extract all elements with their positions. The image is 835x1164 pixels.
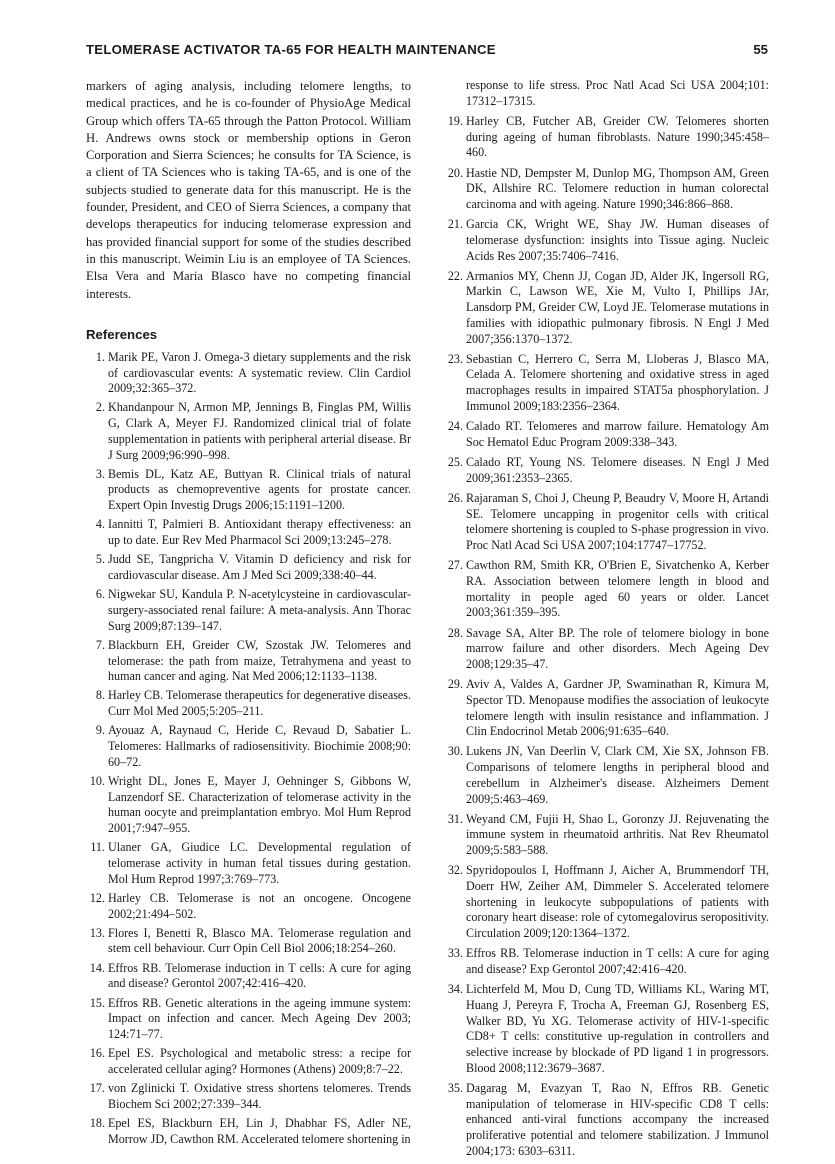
reference-number: 15. [89, 995, 105, 1010]
reference-item [86, 688, 411, 719]
reference-text: Lukens JN, Van Deerlin V, Clark CM, Xie SX, Johnson FB. Comparisons of telomere lengths in peripheral blood and cerebellum in Alzheimer's disease. Alzheimers Dement 2009;5:463–469. [466, 744, 769, 806]
reference-number: 9. [95, 723, 105, 738]
reference-number: 6. [95, 587, 105, 602]
reference-number: 19. [447, 113, 463, 128]
reference-item [86, 840, 411, 887]
reference-number: 23. [447, 351, 463, 366]
reference-item [444, 491, 769, 554]
references-heading: References [86, 326, 158, 342]
reference-text: Wright DL, Jones E, Mayer J, Oehninger S, Gibbons W, Lanzendorf SE. Characterization of telomerase activity in the human oocyte and preimplantation embryo. Mol Hum Reprod 2001;7:947–955. [108, 773, 411, 836]
reference-item [444, 812, 769, 859]
reference-item [444, 982, 769, 1076]
reference-item [444, 166, 769, 213]
reference-text: Harley CB. Telomerase is not an oncogene. Oncogene 2002;21:494–502. [108, 890, 411, 921]
reference-text: Khandanpour N, Armon MP, Jennings B, Finglas PM, Willis G, Clark A, Meyer FJ. Randomized clinical trial of folate supplementation in patients with peripheral arterial disease. Br J Surg 2009;96:990–998. [108, 400, 411, 462]
reference-number: 4. [95, 517, 105, 532]
reference-number: 21. [447, 217, 463, 232]
reference-text: Bemis DL, Katz AE, Buttyan R. Clinical trials of natural products as chemopreventive agents for prostate cancer. Expert Opin Investig Drugs 2006;15:1191–1200. [108, 466, 411, 513]
reference-item [86, 400, 411, 463]
reference-text: Effros RB. Telomerase induction in T cells: A cure for aging and disease? Exp Gerontol 2007;42:416–420. [466, 946, 769, 977]
reference-text: Flores I, Benetti R, Blasco MA. Telomerase regulation and stem cell behaviour. Curr Opin Cell Biol 2006;18:254–260. [108, 925, 411, 956]
reference-number: 10. [89, 773, 105, 788]
reference-item [86, 638, 411, 685]
reference-number: 2. [95, 400, 105, 415]
page-number: 55 [753, 42, 768, 57]
reference-number: 5. [95, 552, 105, 567]
reference-number: 34. [447, 982, 463, 997]
reference-list-left [86, 350, 411, 1148]
reference-item [444, 352, 769, 415]
reference-text: Marik PE, Varon J. Omega-3 dietary supplements and the risk of cardiovascular events: A systematic review. Clin Cardiol 2009;32:365–372. [108, 349, 411, 396]
reference-item [444, 863, 769, 942]
reference-item [86, 1046, 411, 1077]
reference-text: von Zglinicki T. Oxidative stress shortens telomeres. Trends Biochem Sci 2002;27:339–344. [108, 1081, 411, 1111]
reference-item [86, 350, 411, 397]
reference-item [444, 677, 769, 740]
reference-text: Garcia CK, Wright WE, Shay JW. Human diseases of telomerase dysfunction: insights into Tissue aging. Nucleic Acids Res 2007;35:7406–7416. [466, 217, 769, 263]
reference-item [86, 1116, 411, 1147]
reference-text: Spyridopoulos I, Hoffmann J, Aicher A, Brummendorf TH, Doerr HW, Zeiher AM, Dimmeler S. Accelerated telomere shortening in leukocyte subpopulations of patients with coronary heart disease: role of cytomegalovirus seropositivity. Circulation 2009;120:1364–1372. [466, 863, 769, 941]
reference-number: 24. [447, 419, 463, 434]
running-title: TELOMERASE ACTIVATOR TA-65 FOR HEALTH MAINTENANCE [86, 42, 496, 57]
reference-number: 29. [447, 677, 463, 692]
reference-text: Nigwekar SU, Kandula P. N-acetylcysteine in cardiovascular-surgery-associated renal failure: A meta-analysis. Ann Thorac Surg 2009;87:139–147. [108, 587, 411, 633]
reference-item [86, 926, 411, 957]
reference-number: 20. [447, 165, 463, 180]
reference-item [86, 517, 411, 548]
reference-text: Harley CB. Telomerase therapeutics for degenerative diseases. Curr Mol Med 2005;5:205–211. [108, 688, 411, 719]
reference-item [86, 587, 411, 634]
reference-number: 30. [447, 744, 463, 759]
left-column [86, 78, 411, 1151]
reference-number: 18. [89, 1116, 105, 1130]
reference-number: 31. [447, 811, 463, 826]
reference-item [444, 626, 769, 673]
reference-number: 11. [90, 840, 105, 855]
reference-item [444, 217, 769, 264]
reference-text: Judd SE, Tangpricha V. Vitamin D deficiency and risk for cardiovascular disease. Am J Med Sci 2009;338:40–44. [108, 552, 411, 582]
reference-text: Ulaner GA, Giudice LC. Developmental regulation of telomerase activity in human fetal tissues during gestation. Mol Hum Reprod 1997;3:769–773. [108, 840, 411, 886]
reference-text: Ayouaz A, Raynaud C, Heride C, Revaud D, Sabatier L. Telomeres: Hallmarks of radiosensitivity. Biochimie 2008;90: 60–72. [108, 723, 411, 769]
reference-text: Aviv A, Valdes A, Gardner JP, Swaminathan R, Kimura M, Spector TD. Menopause modifies the association of leukocyte telomere length with insulin resistance and inflammation. J Clin Endocrinol Metab 2006;91:635–640. [466, 677, 769, 739]
reference-number: 35. [447, 1080, 463, 1095]
reference-text: Dagarag M, Evazyan T, Rao N, Effros RB. Genetic manipulation of telomerase in HIV-specific CD8 T cells: enhanced anti-viral functions accompany the increased proliferative potential and telomere stabilization. J Immunol 2004;173: 6303–6311. [466, 1080, 769, 1158]
reference-item [86, 1081, 411, 1112]
reference-number: 17. [89, 1081, 105, 1096]
reference-item [444, 269, 769, 348]
reference-number: 25. [447, 454, 463, 469]
reference-text: Effros RB. Genetic alterations in the ageing immune system: Impact on infection and cancer. Mech Ageing Dev 2003; 124:71–77. [108, 995, 411, 1041]
reference-number: 22. [447, 268, 463, 283]
reference-text: Calado RT. Telomeres and marrow failure. Hematology Am Soc Hematol Educ Program 2009:338–343. [466, 419, 769, 449]
reference-number: 27. [447, 558, 463, 573]
reference-text: Epel ES. Psychological and metabolic stress: a recipe for accelerated cellular aging? Hormones (Athens) 2009;8:7–22. [108, 1046, 411, 1076]
reference-text: Rajaraman S, Choi J, Cheung P, Beaudry V, Moore H, Artandi SE. Telomere uncapping in progenitor cells with critical telomere shortening is coupled to S-phase progression in vivo. Proc Natl Acad Sci USA 2007;104:17747–17752. [466, 490, 769, 552]
reference-text: Hastie ND, Dempster M, Dunlop MG, Thompson AM, Green DK, Allshire RC. Telomere reduction in human colorectal carcinoma and with ageing. Nature 1990;346:866–868. [466, 165, 769, 211]
reference-item [86, 552, 411, 583]
reference-text: Blackburn EH, Greider CW, Szostak JW. Telomeres and telomerase: the path from maize, Tetrahymena and yeast to human cancer and aging. Nat Med 2006;12:1133–1138. [108, 637, 411, 684]
reference-text: Armanios MY, Chenn JJ, Cogan JD, Alder JK, Ingersoll RG, Markin C, Lawson WE, Xie M, Vulto I, Phillips JAr, Lansdorp PM, Greider CW, Loyd JE. Telomerase mutations in families with idiopathic pulmonary fibrosis. N Engl J Med 2007;356:1370–1372. [466, 268, 769, 346]
reference-item [86, 774, 411, 837]
reference-item [444, 946, 769, 977]
reference-number: 16. [89, 1046, 105, 1061]
reference-text: Harley CB, Futcher AB, Greider CW. Telomeres shorten during ageing of human fibroblasts. Nature 1990;345:458–460. [466, 113, 769, 160]
reference-item [86, 723, 411, 770]
right-column [444, 78, 769, 1164]
reference-number: 3. [95, 466, 105, 481]
disclosure-paragraph: markers of aging analysis, including telomere lengths, to medical practices, and he is co-founder of PhysioAge Medical Group which offers TA-65 through the Patton Protocol. William H. Andrews owns stock or membership options in Geron Corporation and Sierra Sciences; he consults for TA Science, is a client of TA Sciences who is taking TA-65, and is one of the subjects studied to generate data for this manuscript. He is the founder, President, and CEO of Sierra Sciences, a company that develops therapeutics for inducing telomerase expression and has provided financial support for some of the studies described in this manuscript. Weimin Liu is an employee of TA Sciences. Elsa Vera and Maria Blasco have no competing financial interests. [86, 79, 411, 301]
reference-number: 26. [447, 490, 463, 505]
reference-text: Cawthon RM, Smith KR, O'Brien E, Sivatchenko A, Kerber RA. Association between telomere length in blood and mortality in people aged 60 years or older. Lancet 2003;361:359–395. [466, 558, 769, 620]
reference-item [444, 114, 769, 161]
reference-text: Iannitti T, Palmieri B. Antioxidant therapy effectiveness: an up to date. Eur Rev Med Pharmacol Sci 2009;13:245–278. [108, 517, 411, 548]
reference-item [444, 455, 769, 486]
reference-text: Savage SA, Alter BP. The role of telomere biology in bone marrow failure and other disorders. Mech Ageing Dev 2008;129:35–47. [466, 625, 769, 671]
reference-list-right [444, 114, 769, 1160]
reference-number: 33. [447, 946, 463, 961]
reference-item [86, 961, 411, 992]
reference-text: Weyand CM, Fujii H, Shao L, Goronzy JJ. Rejuvenating the immune system in rheumatoid arthritis. Nat Rev Rheumatol 2009;5:583–588. [466, 811, 769, 858]
reference-number: 13. [89, 925, 105, 940]
reference-item [444, 558, 769, 621]
reference-item [86, 996, 411, 1043]
reference-item [444, 1081, 769, 1160]
reference-number: 8. [95, 688, 105, 703]
running-head [86, 42, 768, 66]
reference-text: Lichterfeld M, Mou D, Cung TD, Williams KL, Waring MT, Huang J, Pereyra F, Trocha A, Freeman GJ, Rosenberg ES, Walker BD, Yu XG. Telomerase activity of HIV-1-specific CD8+ T cells: constitutive up-regulation in controllers and selective increase by blockade of PD ligand 1 in progressors. Blood 2008;112:3679–3687. [466, 982, 769, 1075]
reference-number: 14. [89, 960, 105, 975]
reference-item [444, 419, 769, 450]
reference-text: Epel ES, Blackburn EH, Lin J, Dhabhar FS, Adler NE, Morrow JD, Cawthon RM. Accelerated telomere shortening in [108, 1116, 411, 1146]
reference-number: 32. [447, 863, 463, 878]
reference-item [86, 467, 411, 514]
reference-18-continuation: response to life stress. Proc Natl Acad Sci USA 2004;101: 17312–17315. [466, 78, 769, 108]
reference-text: Sebastian C, Herrero C, Serra M, Lloberas J, Blasco MA, Celada A. Telomere shortening and oxidative stress in aged macrophages results in impaired STAT5a phosphorylation. J Immunol 2009;183:2356–2364. [466, 351, 769, 413]
reference-number: 28. [447, 625, 463, 640]
reference-number: 7. [95, 637, 105, 652]
reference-number: 1. [95, 349, 105, 364]
reference-item [444, 744, 769, 807]
reference-number: 12. [89, 890, 105, 905]
reference-text: Effros RB. Telomerase induction in T cells: A cure for aging and disease? Gerontol 2007;42:416–420. [108, 960, 411, 991]
reference-text: Calado RT, Young NS. Telomere diseases. N Engl J Med 2009;361:2353–2365. [466, 454, 769, 485]
reference-item [86, 891, 411, 922]
